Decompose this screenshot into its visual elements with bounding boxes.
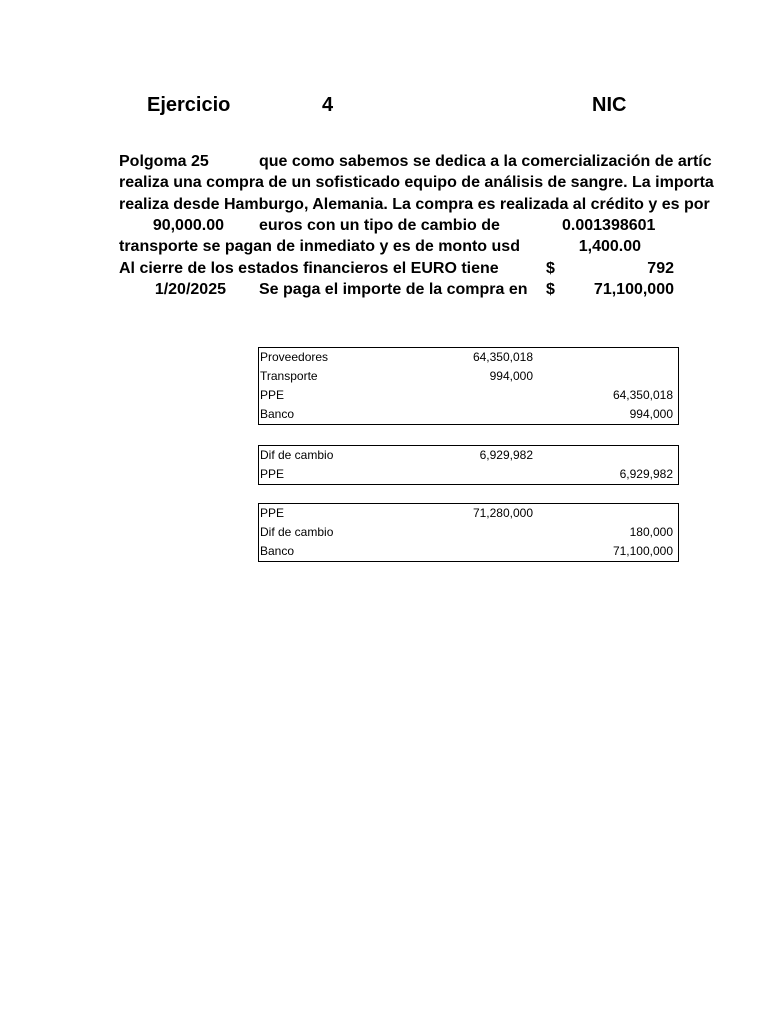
journal-row (259, 542, 678, 561)
debit-amount: 6,929,982 (479, 448, 533, 462)
journal-row (259, 367, 678, 386)
account-name: Banco (260, 544, 295, 558)
exchange-rate: 0.001398601 (562, 217, 656, 234)
payment-date: 1/20/2025 (154, 281, 226, 298)
journal-row (259, 348, 678, 367)
credit-amount: 6,929,982 (619, 467, 673, 481)
currency-symbol: $ (546, 281, 555, 298)
credit-amount: 180,000 (629, 525, 673, 539)
journal-row (259, 465, 678, 484)
statement-text: realiza desde Hamburgo, Alemania. La compra es realizada al crédito y es por (119, 196, 710, 213)
statement-line-1 (0, 153, 768, 174)
statement-text: Al cierre de los estados financieros el EURO tiene (119, 260, 499, 277)
account-name: PPE (260, 388, 285, 402)
journal-row (259, 446, 678, 465)
transport-amount: 1,400.00 (578, 238, 641, 255)
journal-row (259, 386, 678, 405)
account-name: PPE (260, 506, 285, 520)
journal-row (259, 504, 678, 523)
statement-line-5 (0, 238, 768, 259)
credit-amount: 71,100,000 (612, 544, 673, 558)
journal-row (259, 523, 678, 542)
account-name: Dif de cambio (260, 525, 334, 539)
account-name: Transporte (260, 369, 318, 383)
statement-text: Se paga el importe de la compra en (259, 281, 528, 298)
journal-entry-2 (258, 445, 679, 485)
credit-amount: 64,350,018 (612, 388, 673, 402)
debit-amount: 71,280,000 (472, 506, 533, 520)
company-name: Polgoma 25 (119, 153, 209, 170)
statement-line-4 (0, 217, 768, 238)
closing-rate: 792 (647, 260, 674, 277)
currency-symbol: $ (546, 260, 555, 277)
account-name: Proveedores (260, 350, 329, 364)
debit-amount: 994,000 (489, 369, 533, 383)
payment-amount: 71,100,000 (593, 281, 674, 298)
statement-line-6 (0, 260, 768, 281)
credit-amount: 994,000 (629, 407, 673, 421)
statement-text: realiza una compra de un sofisticado equipo de análisis de sangre. La importa (119, 174, 714, 191)
statement-line-2 (0, 174, 768, 195)
exercise-title: Ejercicio (147, 94, 231, 116)
statement-text: euros con un tipo de cambio de (259, 217, 500, 234)
account-name: PPE (260, 467, 285, 481)
account-name: Banco (260, 407, 295, 421)
account-name: Dif de cambio (260, 448, 334, 462)
standard-label: NIC (592, 94, 627, 116)
journal-entry-3 (258, 503, 679, 562)
statement-line-3 (0, 196, 768, 217)
journal-entry-1 (258, 347, 679, 425)
statement-text: transporte se pagan de inmediato y es de monto usd (119, 238, 520, 255)
exercise-number: 4 (322, 94, 334, 116)
journal-row (259, 405, 678, 424)
euro-amount: 90,000.00 (152, 217, 224, 234)
debit-amount: 64,350,018 (472, 350, 533, 364)
statement-line-7 (0, 281, 768, 302)
statement-text: que como sabemos se dedica a la comercialización de artíc (259, 153, 712, 170)
